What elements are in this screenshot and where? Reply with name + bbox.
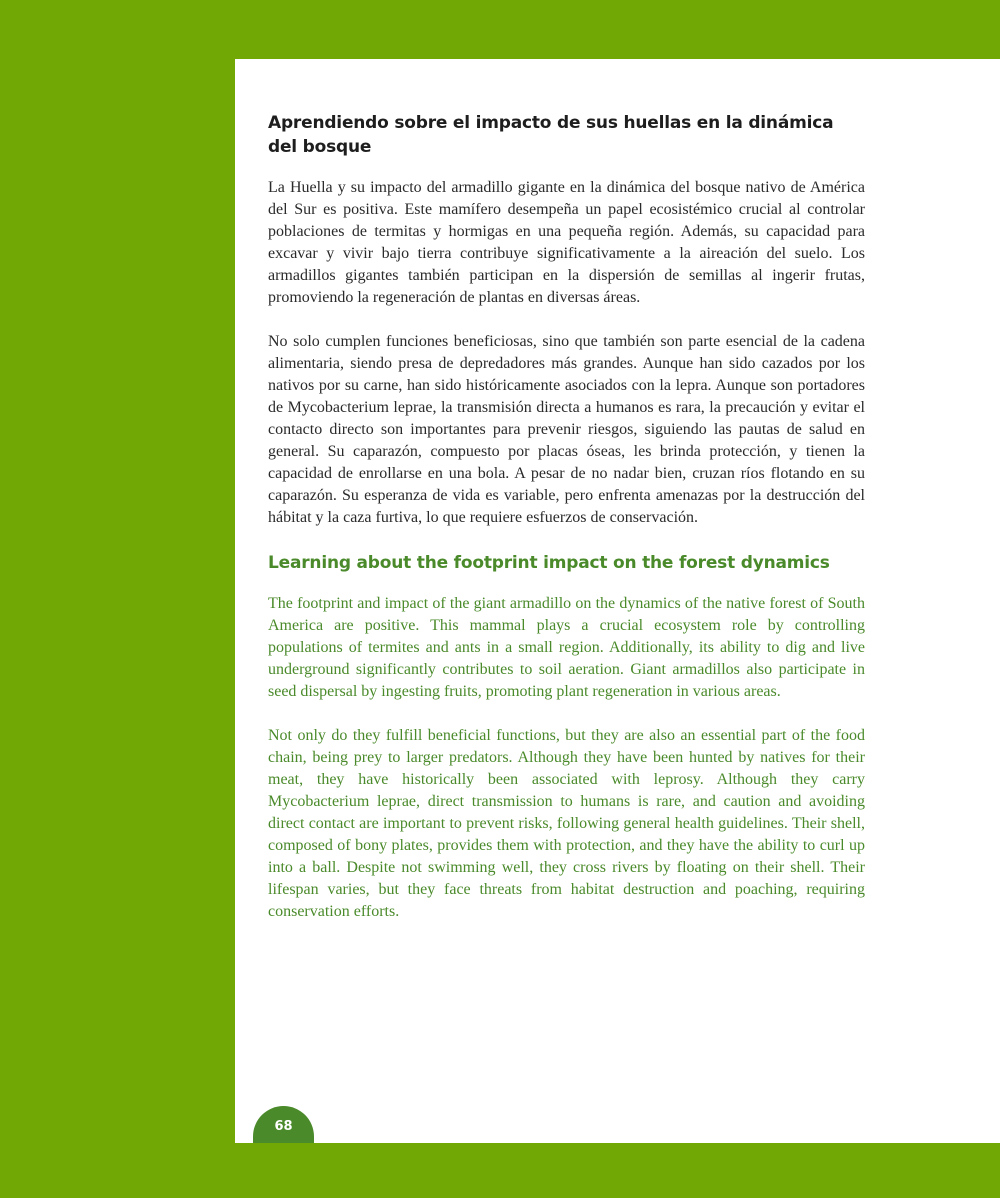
page-number: 68: [274, 1119, 293, 1134]
content-column: [268, 111, 865, 945]
spanish-paragraph-2: No solo cumplen funciones beneficiosas, sino que también son parte esencial de la cadena alimentaria, siendo presa de depredadores más grandes. Aunque han sido cazados por los nativos por su carne, han sido históricamente asociados con la lepra. Aunque son portadores de Mycobacterium leprae, la transmisión directa a humanos es rara, la precaución y evitar el contacto directo son importantes para prevenir riesgos, siguiendo las pautas de salud en general. Su caparazón, compuesto por placas óseas, les brinda protección, y tienen la capacidad de enrollarse en una bola. A pesar de no nadar bien, cruzan ríos flotando en su caparazón. Su esperanza de vida es variable, pero enfrenta amenazas por la destrucción del hábitat y la caza furtiva, lo que requiere esfuerzos de conservación.: [268, 333, 865, 526]
spanish-paragraph-1: La Huella y su impacto del armadillo gigante en la dinámica del bosque nativo de América del Sur es positiva. Este mamífero desempeña un papel ecosistémico crucial al controlar poblaciones de termitas y hormigas en una pequeña región. Además, su capacidad para excavar y vivir bajo tierra contribuye significativamente a la aireación del suelo. Los armadillos gigantes también participan en la dispersión de semillas al ingerir frutas, promoviendo la regeneración de plantas en diversas áreas.: [268, 179, 865, 306]
english-heading: Learning about the footprint impact on the forest dynamics: [268, 553, 830, 573]
spanish-heading: Aprendiendo sobre el impacto de sus huellas en la dinámica del bosque: [268, 113, 834, 157]
page-sheet: [235, 59, 1000, 1143]
english-paragraph-2: Not only do they fulfill beneficial functions, but they are also an essential part of the food chain, being prey to larger predators. Although they have been hunted by natives for their meat, they have historically been associated with leprosy. Although they carry Mycobacterium leprae, direct transmission to humans is rare, and caution and avoiding direct contact are important to prevent risks, following general health guidelines. Their shell, composed of bony plates, provides them with protection, and they have the ability to curl up into a ball. Despite not swimming well, they cross rivers by floating on their shell. Their lifespan varies, but they face threats from habitat destruction and poaching, requiring conservation efforts.: [268, 727, 865, 920]
english-paragraph-1: The footprint and impact of the giant armadillo on the dynamics of the native forest of South America are positive. This mammal plays a crucial ecosystem role by controlling populations of termites and ants in a small region. Additionally, its ability to dig and live underground significantly contributes to soil aeration. Giant armadillos also participate in seed dispersal by ingesting fruits, promoting plant regeneration in various areas.: [268, 595, 865, 700]
